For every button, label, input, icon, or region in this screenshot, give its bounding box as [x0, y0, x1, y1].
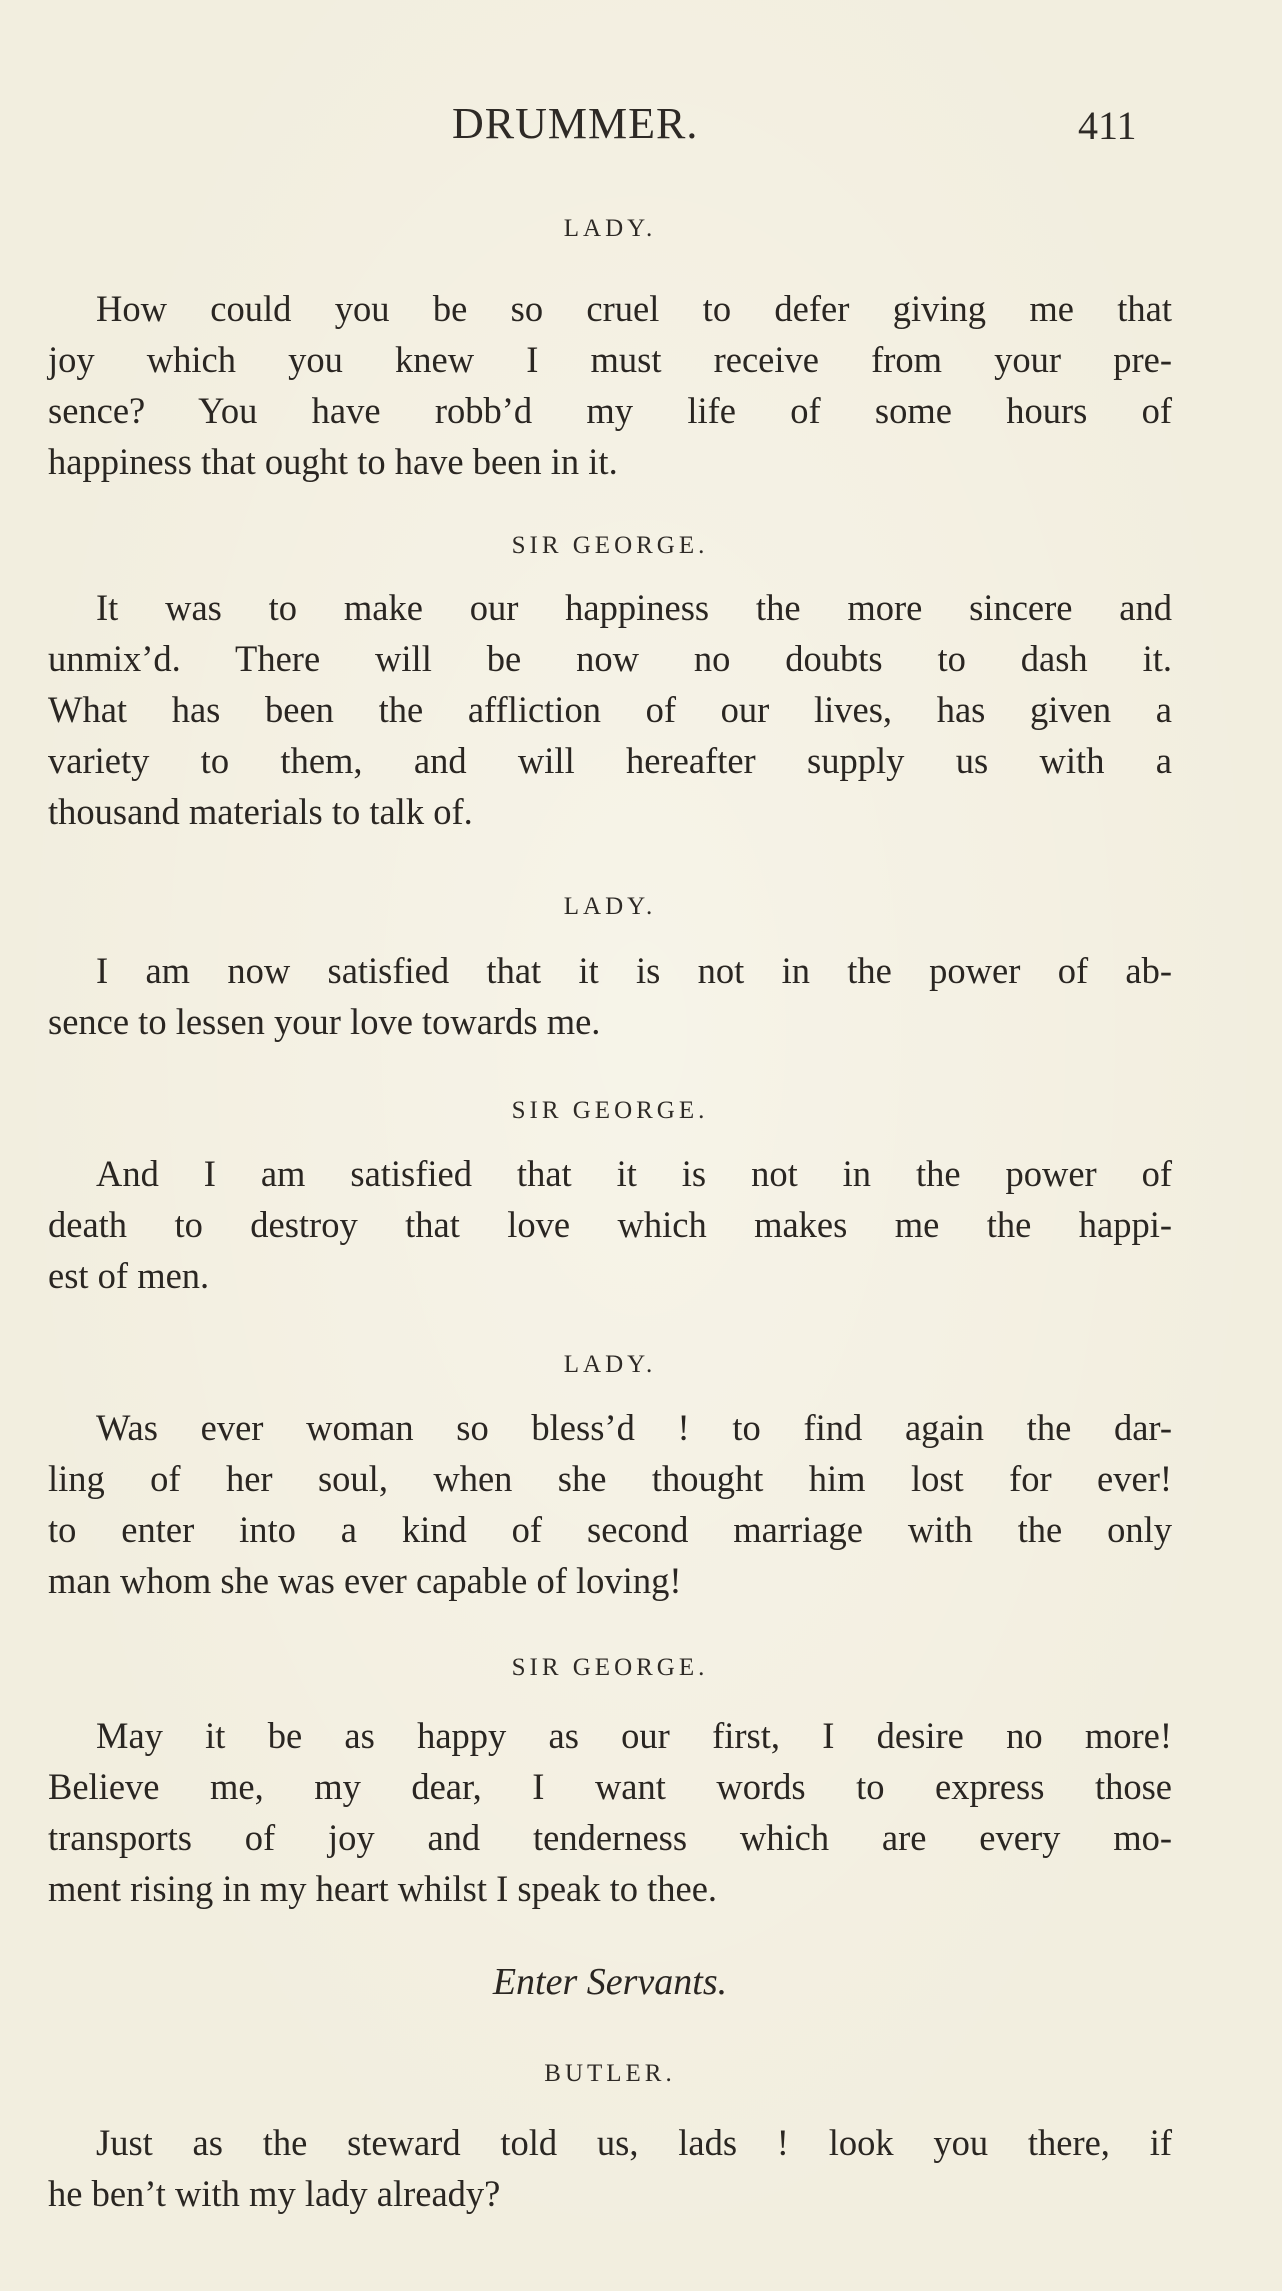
speech-line: transports of joy and tenderness which are every mo- [48, 1817, 1172, 1858]
speech-line: Just as the steward told us, lads ! look you there, if [96, 2122, 1172, 2163]
speech-line: death to destroy that love which makes me the happi- [48, 1204, 1172, 1245]
speech-line: Believe me, my dear, I want words to express those [48, 1766, 1172, 1807]
speech-line: to enter into a kind of second marriage with the only [48, 1509, 1172, 1550]
speaker-heading: LADY. [563, 1351, 657, 1378]
speech-line: unmix’d. There will be now no doubts to dash it. [48, 638, 1172, 679]
speech-line: ment rising in my heart whilst I speak to thee. [48, 1868, 718, 1909]
speech-line: he ben’t with my lady already? [48, 2173, 501, 2214]
stage-direction: Enter Servants. [492, 1961, 728, 2003]
speech [48, 283, 1172, 487]
speech [48, 582, 1172, 837]
speaker-heading: SIR GEORGE. [511, 1654, 709, 1681]
speech-line: man whom she was ever capable of loving! [48, 1560, 682, 1601]
speech-line: thousand materials to talk of. [48, 791, 473, 832]
speech-line: How could you be so cruel to defer giving me that [96, 288, 1172, 329]
speaker-heading: LADY. [563, 215, 657, 242]
speech [48, 945, 1172, 1047]
speaker-heading: BUTLER. [544, 2060, 676, 2087]
speech [48, 1148, 1172, 1301]
speech-line: happiness that ought to have been in it. [48, 441, 618, 482]
speech-line: est of men. [48, 1255, 210, 1296]
speech-line: What has been the affliction of our lives, has given a [48, 689, 1172, 730]
speech-line: joy which you knew I must receive from your pre- [48, 339, 1172, 380]
page-number: 411 [1078, 103, 1137, 148]
running-title: DRUMMER. [452, 99, 699, 148]
speech-line: sence to lessen your love towards me. [48, 1001, 601, 1042]
speech [48, 2117, 1172, 2219]
speech-line: sence? You have robb’d my life of some hours of [48, 390, 1172, 431]
speech-line: And I am satisfied that it is not in the power of [96, 1153, 1172, 1194]
speaker-heading: SIR GEORGE. [511, 532, 709, 559]
speech-line: I am now satisfied that it is not in the power of ab- [96, 950, 1172, 991]
speech-line: May it be as happy as our first, I desire no more! [96, 1715, 1172, 1756]
speaker-heading: SIR GEORGE. [511, 1097, 709, 1124]
speech-line: Was ever woman so bless’d ! to find again the dar- [96, 1407, 1172, 1448]
running-head [0, 98, 1282, 158]
speech-line: It was to make our happiness the more sincere and [96, 587, 1172, 628]
speech [48, 1402, 1172, 1606]
speech [48, 1710, 1172, 1914]
speaker-heading: LADY. [563, 893, 657, 920]
speech-line: variety to them, and will hereafter supply us with a [48, 740, 1172, 781]
speech-line: ling of her soul, when she thought him lost for ever! [48, 1458, 1172, 1499]
